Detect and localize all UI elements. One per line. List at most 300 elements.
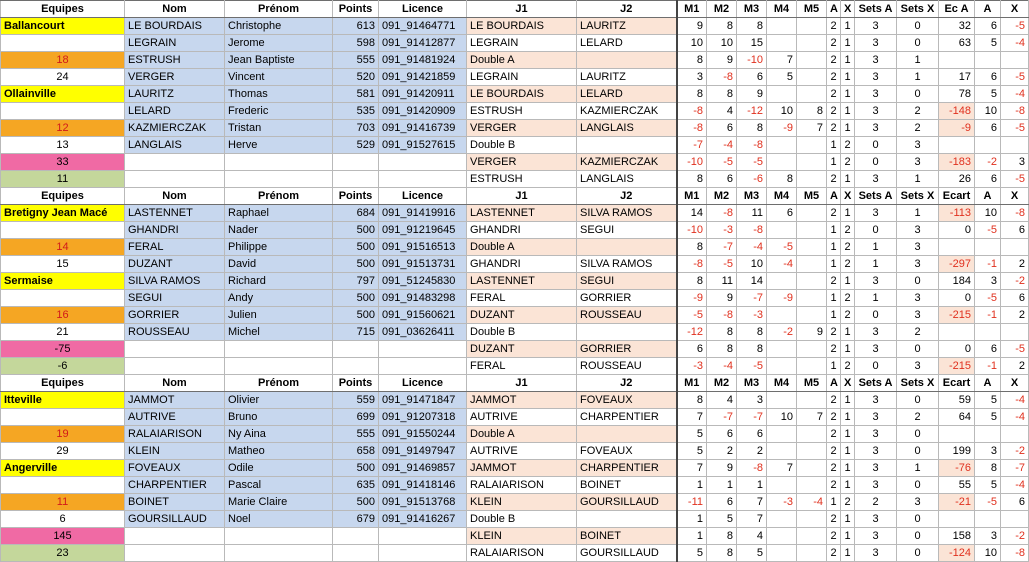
ra-cell	[975, 511, 1001, 528]
licence-cell: 091_91497947	[379, 443, 467, 460]
column-header: M5	[797, 375, 827, 392]
sa-cell: 3	[855, 341, 897, 358]
j2-cell	[577, 52, 677, 69]
prenom-cell	[225, 358, 333, 375]
team-cell	[1, 222, 125, 239]
team-cell: 145	[1, 528, 125, 545]
ec-cell: 17	[939, 69, 975, 86]
a-cell: 1	[827, 290, 841, 307]
points-cell: 699	[333, 409, 379, 426]
m1-cell: -10	[677, 154, 707, 171]
nom-cell: KAZMIERCZAK	[125, 120, 225, 137]
licence-cell: 091_91418146	[379, 477, 467, 494]
rx-cell: -5	[1001, 120, 1029, 137]
column-header: Sets X	[897, 1, 939, 18]
m2-cell: 9	[707, 290, 737, 307]
rx-cell: -5	[1001, 171, 1029, 188]
m2-cell: 11	[707, 273, 737, 290]
m1-cell: 8	[677, 392, 707, 409]
ec-cell: -124	[939, 545, 975, 562]
player-row	[1, 35, 1029, 52]
m5-cell: 8	[797, 103, 827, 120]
sx-cell: 3	[897, 256, 939, 273]
ra-cell: 5	[975, 409, 1001, 426]
rx-cell: -4	[1001, 392, 1029, 409]
column-header: Points	[333, 375, 379, 392]
m3-cell: -5	[737, 358, 767, 375]
ra-cell: 5	[975, 35, 1001, 52]
player-row	[1, 494, 1029, 511]
prenom-cell: Michel	[225, 324, 333, 341]
team-cell: Bretigny Jean Macé	[1, 205, 125, 222]
sa-cell: 3	[855, 511, 897, 528]
m2-cell: 8	[707, 86, 737, 103]
m3-cell: -3	[737, 307, 767, 324]
ec-cell: -215	[939, 307, 975, 324]
j1-cell: LEGRAIN	[467, 69, 577, 86]
ra-cell: 6	[975, 120, 1001, 137]
m1-cell: -8	[677, 103, 707, 120]
prenom-cell: Raphael	[225, 205, 333, 222]
points-cell	[333, 341, 379, 358]
licence-cell: 091_03626411	[379, 324, 467, 341]
j1-cell: RALAIARISON	[467, 545, 577, 562]
rx-cell: -8	[1001, 545, 1029, 562]
ec-cell	[939, 137, 975, 154]
rx-cell: -7	[1001, 460, 1029, 477]
column-header: Sets A	[855, 375, 897, 392]
m3-cell: -12	[737, 103, 767, 120]
ra-cell: 6	[975, 69, 1001, 86]
column-header: X	[1001, 188, 1029, 205]
m5-cell	[797, 528, 827, 545]
player-row	[1, 137, 1029, 154]
points-cell: 715	[333, 324, 379, 341]
j1-cell: DUZANT	[467, 307, 577, 324]
a-cell: 1	[827, 256, 841, 273]
points-cell: 613	[333, 18, 379, 35]
player-row	[1, 290, 1029, 307]
rx-cell: -2	[1001, 273, 1029, 290]
nom-cell	[125, 545, 225, 562]
column-header: A	[827, 375, 841, 392]
nom-cell: DUZANT	[125, 256, 225, 273]
column-header: Equipes	[1, 188, 125, 205]
m2-cell: 6	[707, 426, 737, 443]
ec-cell: 0	[939, 290, 975, 307]
nom-cell: JAMMOT	[125, 392, 225, 409]
ra-cell: 3	[975, 528, 1001, 545]
x-cell: 1	[841, 52, 855, 69]
points-cell	[333, 545, 379, 562]
m4-cell	[767, 273, 797, 290]
prenom-cell: Nader	[225, 222, 333, 239]
sx-cell: 0	[897, 443, 939, 460]
m5-cell: 7	[797, 409, 827, 426]
m4-cell: 7	[767, 460, 797, 477]
m1-cell: 8	[677, 273, 707, 290]
a-cell: 2	[827, 52, 841, 69]
player-row	[1, 103, 1029, 120]
m3-cell: 14	[737, 273, 767, 290]
m3-cell: 6	[737, 69, 767, 86]
m4-cell	[767, 477, 797, 494]
a-cell: 2	[827, 273, 841, 290]
prenom-cell	[225, 528, 333, 545]
m3-cell: 9	[737, 86, 767, 103]
a-cell: 2	[827, 528, 841, 545]
j1-cell: Double B	[467, 324, 577, 341]
team-cell: Ollainville	[1, 86, 125, 103]
ec-cell: -183	[939, 154, 975, 171]
j1-cell: ESTRUSH	[467, 171, 577, 188]
m1-cell: 5	[677, 443, 707, 460]
j1-cell: ESTRUSH	[467, 103, 577, 120]
column-header: M4	[767, 375, 797, 392]
m4-cell: 6	[767, 205, 797, 222]
licence-cell: 091_91207318	[379, 409, 467, 426]
rx-cell	[1001, 239, 1029, 256]
m2-cell: 1	[707, 477, 737, 494]
column-header: M5	[797, 1, 827, 18]
j2-cell: BOINET	[577, 528, 677, 545]
x-cell: 1	[841, 120, 855, 137]
team-cell	[1, 290, 125, 307]
m5-cell	[797, 358, 827, 375]
sx-cell: 2	[897, 120, 939, 137]
ra-cell: 6	[975, 171, 1001, 188]
j2-cell: SEGUI	[577, 273, 677, 290]
nom-cell: KLEIN	[125, 443, 225, 460]
sx-cell: 0	[897, 35, 939, 52]
team-cell: 21	[1, 324, 125, 341]
sx-cell: 0	[897, 273, 939, 290]
m5-cell: -4	[797, 494, 827, 511]
prenom-cell: Julien	[225, 307, 333, 324]
points-cell: 500	[333, 239, 379, 256]
m2-cell: -7	[707, 409, 737, 426]
ra-cell: -5	[975, 494, 1001, 511]
j1-cell: JAMMOT	[467, 460, 577, 477]
nom-cell: VERGER	[125, 69, 225, 86]
m4-cell	[767, 392, 797, 409]
m3-cell: 8	[737, 324, 767, 341]
team-cell: -6	[1, 358, 125, 375]
column-header: Sets A	[855, 1, 897, 18]
m2-cell: -8	[707, 69, 737, 86]
ra-cell: -2	[975, 154, 1001, 171]
licence-cell: 091_91416267	[379, 511, 467, 528]
column-header: M2	[707, 188, 737, 205]
m5-cell	[797, 69, 827, 86]
sx-cell: 3	[897, 154, 939, 171]
a-cell: 2	[827, 341, 841, 358]
ra-cell: 3	[975, 273, 1001, 290]
m1-cell: -8	[677, 256, 707, 273]
m2-cell: 8	[707, 341, 737, 358]
m4-cell: -2	[767, 324, 797, 341]
column-header: A	[975, 1, 1001, 18]
sa-cell: 3	[855, 120, 897, 137]
player-row	[1, 460, 1029, 477]
player-row	[1, 239, 1029, 256]
licence-cell	[379, 545, 467, 562]
player-row	[1, 324, 1029, 341]
rx-cell: -4	[1001, 477, 1029, 494]
prenom-cell: Jerome	[225, 35, 333, 52]
sa-cell: 0	[855, 154, 897, 171]
m4-cell	[767, 545, 797, 562]
m5-cell	[797, 137, 827, 154]
j1-cell: Double B	[467, 511, 577, 528]
m1-cell: 8	[677, 52, 707, 69]
column-header: X	[841, 375, 855, 392]
team-cell: 24	[1, 69, 125, 86]
a-cell: 1	[827, 154, 841, 171]
a-cell: 2	[827, 460, 841, 477]
sa-cell: 3	[855, 443, 897, 460]
ec-cell: 158	[939, 528, 975, 545]
sa-cell: 3	[855, 528, 897, 545]
player-row	[1, 511, 1029, 528]
x-cell: 1	[841, 460, 855, 477]
j1-cell: Double B	[467, 137, 577, 154]
licence-cell: 091_91421859	[379, 69, 467, 86]
column-header: M1	[677, 188, 707, 205]
j2-cell: LANGLAIS	[577, 171, 677, 188]
x-cell: 2	[841, 256, 855, 273]
player-row	[1, 392, 1029, 409]
ec-cell: -21	[939, 494, 975, 511]
sa-cell: 0	[855, 137, 897, 154]
m2-cell: 6	[707, 171, 737, 188]
sa-cell: 3	[855, 392, 897, 409]
column-header: M1	[677, 1, 707, 18]
x-cell: 2	[841, 154, 855, 171]
points-cell: 684	[333, 205, 379, 222]
m2-cell: 8	[707, 324, 737, 341]
j2-cell: LELARD	[577, 86, 677, 103]
team-cell: Angerville	[1, 460, 125, 477]
m4-cell: 5	[767, 69, 797, 86]
rx-cell	[1001, 137, 1029, 154]
ra-cell: 3	[975, 443, 1001, 460]
sa-cell: 3	[855, 171, 897, 188]
sx-cell: 2	[897, 103, 939, 120]
nom-cell: LELARD	[125, 103, 225, 120]
column-header: J2	[577, 1, 677, 18]
j2-cell: SILVA RAMOS	[577, 205, 677, 222]
m3-cell: 8	[737, 18, 767, 35]
nom-cell: AUTRIVE	[125, 409, 225, 426]
ec-cell: 59	[939, 392, 975, 409]
ec-cell	[939, 426, 975, 443]
m4-cell: -3	[767, 494, 797, 511]
x-cell: 1	[841, 69, 855, 86]
m3-cell: 5	[737, 545, 767, 562]
ec-cell: -215	[939, 358, 975, 375]
licence-cell: 091_91483298	[379, 290, 467, 307]
j2-cell	[577, 239, 677, 256]
points-cell: 559	[333, 392, 379, 409]
a-cell: 2	[827, 392, 841, 409]
ec-cell: 64	[939, 409, 975, 426]
column-header: M1	[677, 375, 707, 392]
points-cell: 658	[333, 443, 379, 460]
sx-cell: 3	[897, 137, 939, 154]
a-cell: 2	[827, 69, 841, 86]
sx-cell: 1	[897, 69, 939, 86]
j1-cell: GHANDRI	[467, 222, 577, 239]
m4-cell	[767, 222, 797, 239]
m2-cell: 8	[707, 545, 737, 562]
rx-cell: -4	[1001, 35, 1029, 52]
ec-cell: 0	[939, 341, 975, 358]
nom-cell: LANGLAIS	[125, 137, 225, 154]
x-cell: 1	[841, 205, 855, 222]
rx-cell: -4	[1001, 86, 1029, 103]
sa-cell: 1	[855, 290, 897, 307]
m5-cell	[797, 18, 827, 35]
licence-cell: 091_91513731	[379, 256, 467, 273]
column-header: Licence	[379, 375, 467, 392]
nom-cell	[125, 171, 225, 188]
player-row	[1, 443, 1029, 460]
player-row	[1, 477, 1029, 494]
a-cell: 2	[827, 171, 841, 188]
ra-cell: 10	[975, 545, 1001, 562]
m5-cell	[797, 222, 827, 239]
column-header: M4	[767, 188, 797, 205]
player-row	[1, 154, 1029, 171]
x-cell: 1	[841, 18, 855, 35]
team-cell: 11	[1, 494, 125, 511]
j1-cell: KLEIN	[467, 494, 577, 511]
ec-cell	[939, 52, 975, 69]
column-header: J1	[467, 1, 577, 18]
ra-cell	[975, 426, 1001, 443]
sx-cell: 0	[897, 18, 939, 35]
sx-cell: 0	[897, 528, 939, 545]
m4-cell	[767, 154, 797, 171]
m3-cell: -8	[737, 460, 767, 477]
m1-cell: -9	[677, 290, 707, 307]
nom-cell: GORRIER	[125, 307, 225, 324]
points-cell	[333, 358, 379, 375]
sa-cell: 3	[855, 35, 897, 52]
m5-cell	[797, 477, 827, 494]
m5-cell	[797, 35, 827, 52]
a-cell: 2	[827, 205, 841, 222]
m4-cell: -4	[767, 256, 797, 273]
m2-cell: 4	[707, 103, 737, 120]
column-header: A	[975, 188, 1001, 205]
j1-cell: LEGRAIN	[467, 35, 577, 52]
column-header: M3	[737, 375, 767, 392]
rx-cell: -5	[1001, 18, 1029, 35]
column-header: Sets X	[897, 188, 939, 205]
ra-cell: 10	[975, 103, 1001, 120]
m2-cell: 9	[707, 52, 737, 69]
j1-cell: LE BOURDAIS	[467, 18, 577, 35]
x-cell: 2	[841, 494, 855, 511]
a-cell: 2	[827, 103, 841, 120]
m2-cell: -8	[707, 205, 737, 222]
j2-cell: CHARPENTIER	[577, 460, 677, 477]
points-cell: 797	[333, 273, 379, 290]
nom-cell: GHANDRI	[125, 222, 225, 239]
nom-cell: FOVEAUX	[125, 460, 225, 477]
m3-cell: 4	[737, 528, 767, 545]
licence-cell: 091_91420909	[379, 103, 467, 120]
m5-cell	[797, 443, 827, 460]
m2-cell: -4	[707, 358, 737, 375]
j1-cell: FERAL	[467, 358, 577, 375]
nom-cell	[125, 154, 225, 171]
nom-cell: GOURSILLAUD	[125, 511, 225, 528]
m1-cell: -10	[677, 222, 707, 239]
column-header: M2	[707, 1, 737, 18]
rx-cell: -8	[1001, 205, 1029, 222]
x-cell: 2	[841, 222, 855, 239]
sx-cell: 0	[897, 392, 939, 409]
m3-cell: -10	[737, 52, 767, 69]
licence-cell: 091_91416739	[379, 120, 467, 137]
m2-cell: -5	[707, 256, 737, 273]
m3-cell: 10	[737, 256, 767, 273]
a-cell: 2	[827, 443, 841, 460]
ec-cell	[939, 324, 975, 341]
ec-cell: 32	[939, 18, 975, 35]
x-cell: 2	[841, 137, 855, 154]
x-cell: 1	[841, 545, 855, 562]
ra-cell: -1	[975, 358, 1001, 375]
team-cell: 23	[1, 545, 125, 562]
points-cell	[333, 171, 379, 188]
sa-cell: 0	[855, 307, 897, 324]
team-cell: 14	[1, 239, 125, 256]
ra-cell: 5	[975, 86, 1001, 103]
m5-cell	[797, 545, 827, 562]
ec-cell: 199	[939, 443, 975, 460]
column-header: Points	[333, 188, 379, 205]
j2-cell: SILVA RAMOS	[577, 256, 677, 273]
licence-cell: 091_91420911	[379, 86, 467, 103]
j1-cell: DUZANT	[467, 341, 577, 358]
m3-cell: -4	[737, 239, 767, 256]
m3-cell: 2	[737, 443, 767, 460]
prenom-cell: Marie Claire	[225, 494, 333, 511]
rx-cell: -5	[1001, 69, 1029, 86]
licence-cell	[379, 358, 467, 375]
player-row	[1, 426, 1029, 443]
x-cell: 1	[841, 103, 855, 120]
a-cell: 2	[827, 409, 841, 426]
prenom-cell: Christophe	[225, 18, 333, 35]
sa-cell: 3	[855, 409, 897, 426]
rx-cell: 6	[1001, 494, 1029, 511]
nom-cell	[125, 528, 225, 545]
j2-cell	[577, 511, 677, 528]
j1-cell: LE BOURDAIS	[467, 86, 577, 103]
sa-cell: 2	[855, 494, 897, 511]
a-cell: 2	[827, 511, 841, 528]
player-row	[1, 358, 1029, 375]
m3-cell: -6	[737, 171, 767, 188]
column-header: J1	[467, 188, 577, 205]
m4-cell: 10	[767, 409, 797, 426]
prenom-cell: Olivier	[225, 392, 333, 409]
